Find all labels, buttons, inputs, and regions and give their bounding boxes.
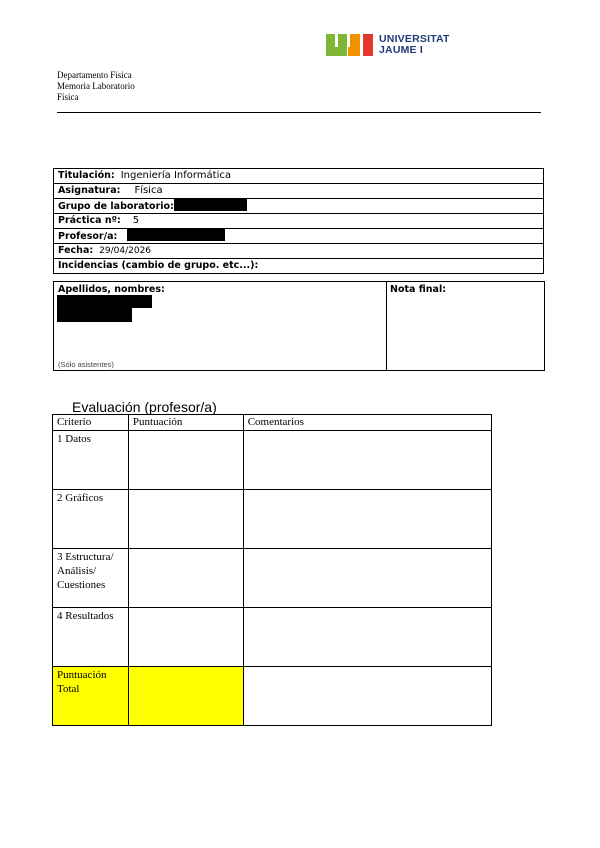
asignatura-label: Asignatura:	[58, 185, 121, 196]
redacted-name-2	[57, 308, 132, 322]
puntuacion-cell[interactable]	[128, 549, 243, 608]
criterio-resultados: 4 Resultados	[53, 608, 129, 667]
comentarios-cell[interactable]	[243, 431, 491, 490]
comentarios-header: Comentarios	[243, 415, 491, 431]
practica-label: Práctica nº:	[58, 215, 121, 226]
fecha-value[interactable]: 29/04/2026	[99, 246, 152, 256]
table-row	[53, 608, 492, 667]
fecha-label: Fecha:	[58, 245, 94, 256]
evaluation-header-row	[53, 415, 492, 431]
total-label-cell: Puntuación Total	[53, 667, 129, 726]
header-divider	[57, 112, 541, 113]
grupo-label: Grupo de laboratorio:	[58, 201, 174, 212]
comentarios-cell[interactable]	[243, 549, 491, 608]
table-row	[53, 431, 492, 490]
department-line: Departamento Física	[57, 70, 132, 80]
students-box	[53, 281, 545, 371]
info-table	[53, 168, 544, 274]
titulacion-value[interactable]: Ingeniería Informática	[120, 170, 231, 181]
nota-final-label: Nota final:	[390, 284, 447, 295]
students-names-cell[interactable]	[54, 282, 387, 370]
university-name: UNIVERSITAT JAUME I	[379, 33, 450, 56]
comentarios-cell[interactable]	[243, 608, 491, 667]
comentarios-cell[interactable]	[243, 490, 491, 549]
redacted-name-1	[57, 295, 152, 308]
redacted-group	[174, 199, 247, 211]
grupo-row	[54, 199, 543, 214]
titulacion-row	[54, 169, 543, 184]
table-row	[53, 490, 492, 549]
report-line: Memoria Laboratorio	[57, 81, 135, 91]
table-row	[53, 549, 492, 608]
department-header	[57, 70, 135, 103]
redacted-professor	[127, 229, 225, 241]
total-comments-cell[interactable]	[243, 667, 491, 726]
asignatura-row	[54, 184, 543, 199]
evaluation-table	[52, 414, 492, 726]
total-score-cell[interactable]	[128, 667, 243, 726]
asignatura-value[interactable]: Física	[134, 185, 163, 196]
total-row	[53, 667, 492, 726]
names-label: Apellidos, nombres:	[58, 284, 165, 295]
fecha-row	[54, 244, 543, 259]
profesor-row	[54, 229, 543, 244]
puntuacion-cell[interactable]	[128, 490, 243, 549]
practica-value[interactable]: 5	[132, 215, 140, 226]
criterio-datos: 1 Datos	[53, 431, 129, 490]
evaluation-title: Evaluación (profesor/a)	[72, 399, 217, 415]
puntuacion-cell[interactable]	[128, 608, 243, 667]
practica-row	[54, 214, 543, 229]
criterio-graficos: 2 Gráficos	[53, 490, 129, 549]
puntuacion-header: Puntuación	[128, 415, 243, 431]
criterio-header: Criterio	[53, 415, 129, 431]
attendees-note: (Sólo asistentes)	[58, 360, 114, 369]
subject-line: Física	[57, 92, 79, 102]
profesor-label: Profesor/a:	[58, 231, 118, 242]
puntuacion-cell[interactable]	[128, 431, 243, 490]
incidencias-label: Incidencias (cambio de grupo. etc...):	[58, 260, 259, 271]
criterio-estructura: 3 Estructura/ Análisis/ Cuestiones	[53, 549, 129, 608]
titulacion-label: Titulación:	[58, 170, 115, 181]
incidencias-row	[54, 259, 543, 273]
